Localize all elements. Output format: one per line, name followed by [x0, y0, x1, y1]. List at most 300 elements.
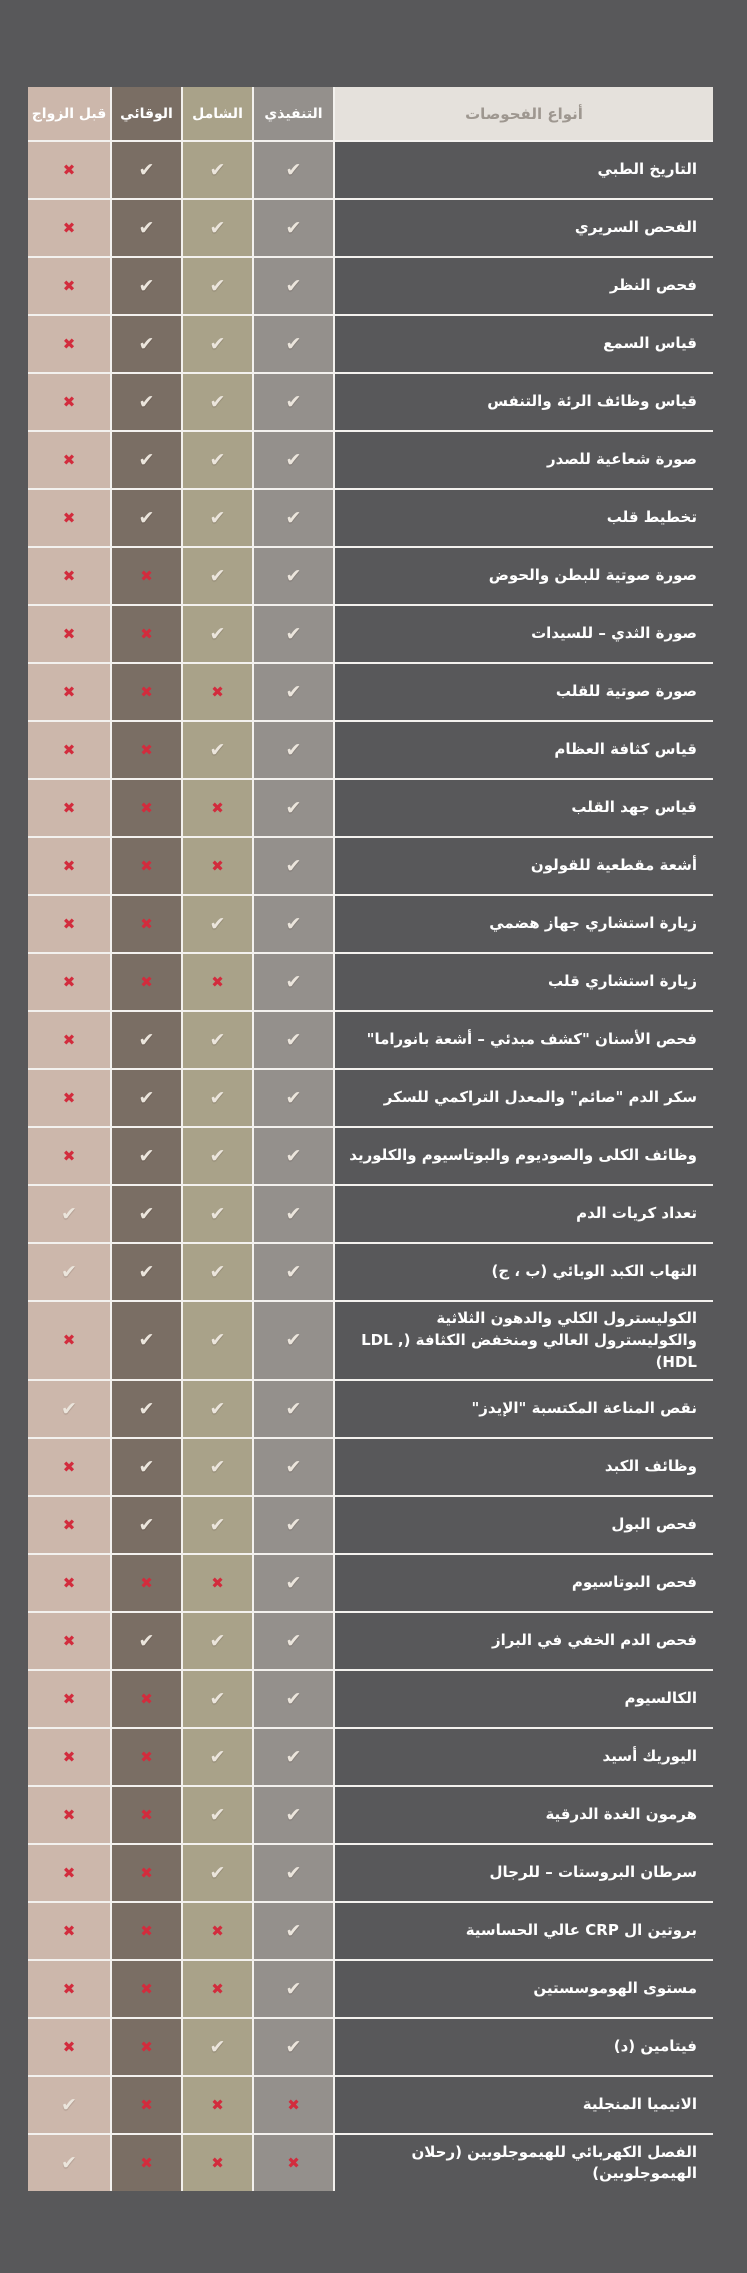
mark-cell-premarital	[28, 1961, 110, 2017]
cross-icon: ✖	[140, 1689, 153, 1708]
exam-name: فحص البول	[335, 1497, 713, 1553]
mark-cell-executive	[254, 258, 333, 314]
check-icon: ✔	[285, 1629, 302, 1652]
exam-name: فحص الدم الخفي في البراز	[335, 1613, 713, 1669]
check-icon: ✔	[138, 1397, 155, 1420]
cross-icon: ✖	[62, 508, 76, 527]
cross-icon: ✖	[62, 450, 76, 469]
check-icon: ✔	[285, 912, 302, 935]
mark-cell-preventive	[112, 1302, 181, 1379]
mark-cell-premarital	[28, 722, 110, 778]
cross-icon: ✖	[211, 1979, 224, 1998]
exam-name: زيارة استشاري جهاز هضمي	[335, 896, 713, 952]
exam-name: أشعة مقطعية للقولون	[335, 838, 713, 894]
mark-cell-premarital	[28, 2019, 110, 2075]
mark-cell-comprehensive	[183, 1302, 252, 1379]
check-icon: ✔	[209, 390, 226, 413]
table-row	[28, 2135, 713, 2191]
mark-cell-executive	[254, 1012, 333, 1068]
mark-cell-preventive	[112, 1439, 181, 1495]
check-icon: ✔	[285, 506, 302, 529]
mark-cell-executive	[254, 2077, 333, 2133]
mark-cell-preventive	[112, 1787, 181, 1843]
check-icon: ✔	[285, 1977, 302, 2000]
mark-cell-comprehensive	[183, 1128, 252, 1184]
cross-icon: ✖	[211, 972, 224, 991]
check-icon: ✔	[209, 1260, 226, 1283]
mark-cell-preventive	[112, 664, 181, 720]
mark-cell-preventive	[112, 1244, 181, 1300]
cross-icon: ✖	[140, 1979, 153, 1998]
check-icon: ✔	[138, 1329, 155, 1352]
mark-cell-executive	[254, 1845, 333, 1901]
check-icon: ✔	[209, 1687, 226, 1710]
mark-cell-preventive	[112, 1070, 181, 1126]
column-header-premarital: قبل الزواج	[28, 87, 110, 140]
mark-cell-preventive	[112, 490, 181, 546]
cross-icon: ✖	[62, 1146, 76, 1165]
check-icon: ✔	[209, 912, 226, 935]
check-icon: ✔	[138, 506, 155, 529]
exam-name: وظائف الكبد	[335, 1439, 713, 1495]
check-icon: ✔	[285, 216, 302, 239]
table-row	[28, 548, 713, 604]
mark-cell-premarital	[28, 1186, 110, 1242]
exam-name: صورة شعاعية للصدر	[335, 432, 713, 488]
cross-icon: ✖	[62, 798, 76, 817]
mark-cell-premarital	[28, 2135, 110, 2191]
mark-cell-comprehensive	[183, 838, 252, 894]
mark-cell-comprehensive	[183, 1381, 252, 1437]
mark-cell-preventive	[112, 780, 181, 836]
check-icon: ✔	[285, 680, 302, 703]
check-icon: ✔	[285, 622, 302, 645]
check-icon: ✔	[285, 1329, 302, 1352]
mark-cell-comprehensive	[183, 1186, 252, 1242]
check-icon: ✔	[138, 1629, 155, 1652]
mark-cell-executive	[254, 780, 333, 836]
check-icon: ✔	[138, 1260, 155, 1283]
cross-icon: ✖	[211, 856, 224, 875]
check-icon: ✔	[209, 564, 226, 587]
mark-cell-comprehensive	[183, 548, 252, 604]
mark-cell-preventive	[112, 432, 181, 488]
table-row	[28, 896, 713, 952]
mark-cell-comprehensive	[183, 1729, 252, 1785]
mark-cell-executive	[254, 664, 333, 720]
mark-cell-premarital	[28, 1439, 110, 1495]
mark-cell-preventive	[112, 2019, 181, 2075]
check-icon: ✔	[285, 796, 302, 819]
mark-cell-comprehensive	[183, 1555, 252, 1611]
check-icon: ✔	[209, 1861, 226, 1884]
exam-name: الكالسيوم	[335, 1671, 713, 1727]
check-icon: ✔	[285, 1745, 302, 1768]
exam-name: الفحص السريري	[335, 200, 713, 256]
mark-cell-comprehensive	[183, 1070, 252, 1126]
cross-icon: ✖	[62, 392, 76, 411]
mark-cell-executive	[254, 1613, 333, 1669]
mark-cell-preventive	[112, 1381, 181, 1437]
exam-name: الكوليسترول الكلي والدهون الثلاثية والكوليسترول العالي ومنخفض الكثافة (LDL , HDL)	[335, 1302, 713, 1379]
mark-cell-preventive	[112, 954, 181, 1010]
check-icon: ✔	[209, 1144, 226, 1167]
check-icon: ✔	[138, 274, 155, 297]
mark-cell-preventive	[112, 2135, 181, 2191]
column-header-executive: التنفيذي	[254, 87, 333, 140]
cross-icon: ✖	[140, 1921, 153, 1940]
cross-icon: ✖	[62, 160, 76, 179]
check-icon: ✔	[285, 1513, 302, 1536]
exam-name: التاريخ الطبي	[335, 142, 713, 198]
mark-cell-premarital	[28, 1729, 110, 1785]
cross-icon: ✖	[62, 218, 76, 237]
check-icon: ✔	[138, 158, 155, 181]
check-icon: ✔	[209, 216, 226, 239]
mark-cell-executive	[254, 432, 333, 488]
mark-cell-comprehensive	[183, 1961, 252, 2017]
check-icon: ✔	[209, 332, 226, 355]
mark-cell-executive	[254, 1787, 333, 1843]
cross-icon: ✖	[62, 1863, 76, 1882]
cross-icon: ✖	[62, 1747, 76, 1766]
table-row	[28, 1012, 713, 1068]
mark-cell-comprehensive	[183, 258, 252, 314]
mark-cell-premarital	[28, 1012, 110, 1068]
mark-cell-executive	[254, 1381, 333, 1437]
cross-icon: ✖	[62, 1331, 76, 1350]
mark-cell-executive	[254, 142, 333, 198]
mark-cell-executive	[254, 490, 333, 546]
check-icon: ✔	[285, 448, 302, 471]
cross-icon: ✖	[62, 1921, 76, 1940]
cross-icon: ✖	[211, 798, 224, 817]
cross-icon: ✖	[62, 740, 76, 759]
cross-icon: ✖	[287, 2095, 300, 2114]
mark-cell-comprehensive	[183, 1903, 252, 1959]
mark-cell-comprehensive	[183, 142, 252, 198]
table-row	[28, 1729, 713, 1785]
check-icon: ✔	[209, 1086, 226, 1109]
check-icon: ✔	[285, 274, 302, 297]
table-row	[28, 1555, 713, 1611]
mark-cell-executive	[254, 838, 333, 894]
check-icon: ✔	[285, 1919, 302, 1942]
table-row	[28, 1903, 713, 1959]
check-icon: ✔	[285, 1687, 302, 1710]
cross-icon: ✖	[140, 798, 153, 817]
table-row	[28, 258, 713, 314]
mark-cell-preventive	[112, 722, 181, 778]
mark-cell-premarital	[28, 432, 110, 488]
cross-icon: ✖	[140, 1863, 153, 1882]
table-row	[28, 490, 713, 546]
check-icon: ✔	[138, 332, 155, 355]
mark-cell-executive	[254, 1186, 333, 1242]
check-icon: ✔	[209, 158, 226, 181]
check-icon: ✔	[138, 390, 155, 413]
mark-cell-comprehensive	[183, 896, 252, 952]
mark-cell-preventive	[112, 374, 181, 430]
table-row	[28, 1845, 713, 1901]
table-row	[28, 1381, 713, 1437]
cross-icon: ✖	[62, 2037, 76, 2056]
mark-cell-comprehensive	[183, 780, 252, 836]
exam-name: اليوريك أسيد	[335, 1729, 713, 1785]
check-icon: ✔	[209, 1745, 226, 1768]
mark-cell-premarital	[28, 490, 110, 546]
mark-cell-preventive	[112, 258, 181, 314]
cross-icon: ✖	[62, 1515, 76, 1534]
exam-name: قياس وظائف الرئة والتنفس	[335, 374, 713, 430]
check-icon: ✔	[61, 1397, 77, 1420]
check-icon: ✔	[138, 448, 155, 471]
cross-icon: ✖	[211, 2153, 224, 2172]
check-icon: ✔	[138, 1086, 155, 1109]
mark-cell-executive	[254, 316, 333, 372]
mark-cell-preventive	[112, 200, 181, 256]
exam-name: الفصل الكهربائي للهيموجلوبين (رحلان الهيموجلوبين)	[335, 2135, 713, 2191]
check-icon: ✔	[138, 1202, 155, 1225]
mark-cell-comprehensive	[183, 1787, 252, 1843]
cross-icon: ✖	[62, 1689, 76, 1708]
table-row	[28, 316, 713, 372]
mark-cell-premarital	[28, 838, 110, 894]
mark-cell-comprehensive	[183, 606, 252, 662]
exam-name: صورة صوتية للبطن والحوض	[335, 548, 713, 604]
table-row	[28, 2019, 713, 2075]
mark-cell-premarital	[28, 1381, 110, 1437]
mark-cell-executive	[254, 1244, 333, 1300]
mark-cell-premarital	[28, 896, 110, 952]
table-row	[28, 1671, 713, 1727]
check-icon: ✔	[209, 738, 226, 761]
mark-cell-premarital	[28, 1070, 110, 1126]
table-row	[28, 954, 713, 1010]
cross-icon: ✖	[62, 682, 76, 701]
cross-icon: ✖	[211, 1573, 224, 1592]
check-icon: ✔	[209, 1202, 226, 1225]
mark-cell-executive	[254, 1903, 333, 1959]
check-icon: ✔	[61, 1260, 77, 1283]
check-icon: ✔	[285, 1571, 302, 1594]
mark-cell-executive	[254, 606, 333, 662]
mark-cell-executive	[254, 1070, 333, 1126]
cross-icon: ✖	[62, 1030, 76, 1049]
mark-cell-preventive	[112, 606, 181, 662]
table-row	[28, 1497, 713, 1553]
mark-cell-comprehensive	[183, 490, 252, 546]
mark-cell-executive	[254, 200, 333, 256]
check-icon: ✔	[209, 274, 226, 297]
mark-cell-comprehensive	[183, 664, 252, 720]
mark-cell-preventive	[112, 896, 181, 952]
exam-name: سكر الدم "صائم" والمعدل التراكمي للسكر	[335, 1070, 713, 1126]
cross-icon: ✖	[62, 1631, 76, 1650]
cross-icon: ✖	[62, 1805, 76, 1824]
table-row	[28, 606, 713, 662]
exam-name: فيتامين (د)	[335, 2019, 713, 2075]
cross-icon: ✖	[62, 914, 76, 933]
mark-cell-comprehensive	[183, 1497, 252, 1553]
cross-icon: ✖	[140, 2095, 153, 2114]
check-icon: ✔	[209, 1513, 226, 1536]
mark-cell-executive	[254, 1302, 333, 1379]
cross-icon: ✖	[140, 2037, 153, 2056]
column-header-preventive: الوقائي	[112, 87, 181, 140]
table-row	[28, 1128, 713, 1184]
mark-cell-premarital	[28, 664, 110, 720]
mark-cell-executive	[254, 1128, 333, 1184]
mark-cell-executive	[254, 2135, 333, 2191]
mark-cell-preventive	[112, 1555, 181, 1611]
mark-cell-premarital	[28, 316, 110, 372]
check-icon: ✔	[209, 1397, 226, 1420]
mark-cell-premarital	[28, 200, 110, 256]
exam-name: نقص المناعة المكتسبة "الإيدز"	[335, 1381, 713, 1437]
table-row	[28, 1070, 713, 1126]
check-icon: ✔	[285, 1086, 302, 1109]
mark-cell-preventive	[112, 1961, 181, 2017]
mark-cell-executive	[254, 954, 333, 1010]
column-header-exam-types: أنواع الفحوصات	[335, 87, 713, 140]
exam-name: فحص الأسنان "كشف مبدئي – أشعة بانوراما"	[335, 1012, 713, 1068]
mark-cell-premarital	[28, 1613, 110, 1669]
mark-cell-comprehensive	[183, 432, 252, 488]
table-row	[28, 838, 713, 894]
mark-cell-preventive	[112, 1613, 181, 1669]
table-row	[28, 432, 713, 488]
mark-cell-comprehensive	[183, 316, 252, 372]
mark-cell-comprehensive	[183, 1845, 252, 1901]
check-icon: ✔	[285, 158, 302, 181]
exam-name: قياس كثافة العظام	[335, 722, 713, 778]
exam-name: تخطيط قلب	[335, 490, 713, 546]
mark-cell-preventive	[112, 1729, 181, 1785]
check-icon: ✔	[138, 1513, 155, 1536]
check-icon: ✔	[209, 1455, 226, 1478]
mark-cell-premarital	[28, 1128, 110, 1184]
check-icon: ✔	[61, 2093, 77, 2116]
mark-cell-executive	[254, 1729, 333, 1785]
exam-name: فحص النظر	[335, 258, 713, 314]
exam-name: بروتين ال CRP عالي الحساسية	[335, 1903, 713, 1959]
table-row	[28, 1244, 713, 1300]
cross-icon: ✖	[140, 1747, 153, 1766]
mark-cell-preventive	[112, 838, 181, 894]
mark-cell-comprehensive	[183, 2135, 252, 2191]
mark-cell-comprehensive	[183, 954, 252, 1010]
mark-cell-executive	[254, 722, 333, 778]
exam-name: قياس السمع	[335, 316, 713, 372]
check-icon: ✔	[209, 1329, 226, 1352]
mark-cell-executive	[254, 896, 333, 952]
table-row	[28, 1961, 713, 2017]
mark-cell-premarital	[28, 1555, 110, 1611]
check-icon: ✔	[285, 390, 302, 413]
cross-icon: ✖	[140, 1805, 153, 1824]
mark-cell-executive	[254, 1555, 333, 1611]
mark-cell-executive	[254, 1961, 333, 2017]
mark-cell-preventive	[112, 2077, 181, 2133]
cross-icon: ✖	[62, 566, 76, 585]
mark-cell-comprehensive	[183, 722, 252, 778]
check-icon: ✔	[138, 216, 155, 239]
cross-icon: ✖	[140, 566, 153, 585]
exam-name: وظائف الكلى والصوديوم والبوتاسيوم والكلوريد	[335, 1128, 713, 1184]
cross-icon: ✖	[211, 682, 224, 701]
mark-cell-premarital	[28, 1244, 110, 1300]
exam-name: سرطان البروستات – للرجال	[335, 1845, 713, 1901]
mark-cell-comprehensive	[183, 200, 252, 256]
mark-cell-preventive	[112, 1903, 181, 1959]
check-icon: ✔	[209, 506, 226, 529]
cross-icon: ✖	[140, 624, 153, 643]
mark-cell-preventive	[112, 1845, 181, 1901]
mark-cell-premarital	[28, 374, 110, 430]
table-row	[28, 2077, 713, 2133]
cross-icon: ✖	[211, 1921, 224, 1940]
cross-icon: ✖	[287, 2153, 300, 2172]
check-icon: ✔	[285, 1028, 302, 1051]
check-icon: ✔	[209, 1803, 226, 1826]
table-row	[28, 1613, 713, 1669]
mark-cell-preventive	[112, 1671, 181, 1727]
check-icon: ✔	[138, 1455, 155, 1478]
check-icon: ✔	[285, 1803, 302, 1826]
check-icon: ✔	[285, 1455, 302, 1478]
check-icon: ✔	[285, 1202, 302, 1225]
mark-cell-premarital	[28, 1302, 110, 1379]
mark-cell-executive	[254, 1439, 333, 1495]
mark-cell-comprehensive	[183, 2019, 252, 2075]
mark-cell-premarital	[28, 1845, 110, 1901]
exam-name: زيارة استشاري قلب	[335, 954, 713, 1010]
table-row	[28, 1186, 713, 1242]
cross-icon: ✖	[62, 1979, 76, 1998]
mark-cell-premarital	[28, 142, 110, 198]
cross-icon: ✖	[62, 276, 76, 295]
check-icon: ✔	[61, 1202, 77, 1225]
check-icon: ✔	[285, 970, 302, 993]
table-row	[28, 780, 713, 836]
cross-icon: ✖	[140, 856, 153, 875]
table-header-row	[28, 87, 713, 140]
exam-name: مستوى الهوموسستين	[335, 1961, 713, 2017]
mark-cell-preventive	[112, 1186, 181, 1242]
table-row	[28, 722, 713, 778]
check-icon: ✔	[285, 332, 302, 355]
exam-name: قياس جهد القلب	[335, 780, 713, 836]
cross-icon: ✖	[140, 682, 153, 701]
cross-icon: ✖	[62, 1457, 76, 1476]
mark-cell-preventive	[112, 1012, 181, 1068]
check-icon: ✔	[209, 1629, 226, 1652]
mark-cell-preventive	[112, 1128, 181, 1184]
mark-cell-preventive	[112, 1497, 181, 1553]
table-row	[28, 1302, 713, 1379]
mark-cell-comprehensive	[183, 1439, 252, 1495]
mark-cell-comprehensive	[183, 1244, 252, 1300]
cross-icon: ✖	[211, 2095, 224, 2114]
table-row	[28, 374, 713, 430]
exam-name: تعداد كريات الدم	[335, 1186, 713, 1242]
cross-icon: ✖	[62, 624, 76, 643]
mark-cell-premarital	[28, 1903, 110, 1959]
cross-icon: ✖	[62, 1573, 76, 1592]
mark-cell-comprehensive	[183, 1012, 252, 1068]
cross-icon: ✖	[62, 972, 76, 991]
